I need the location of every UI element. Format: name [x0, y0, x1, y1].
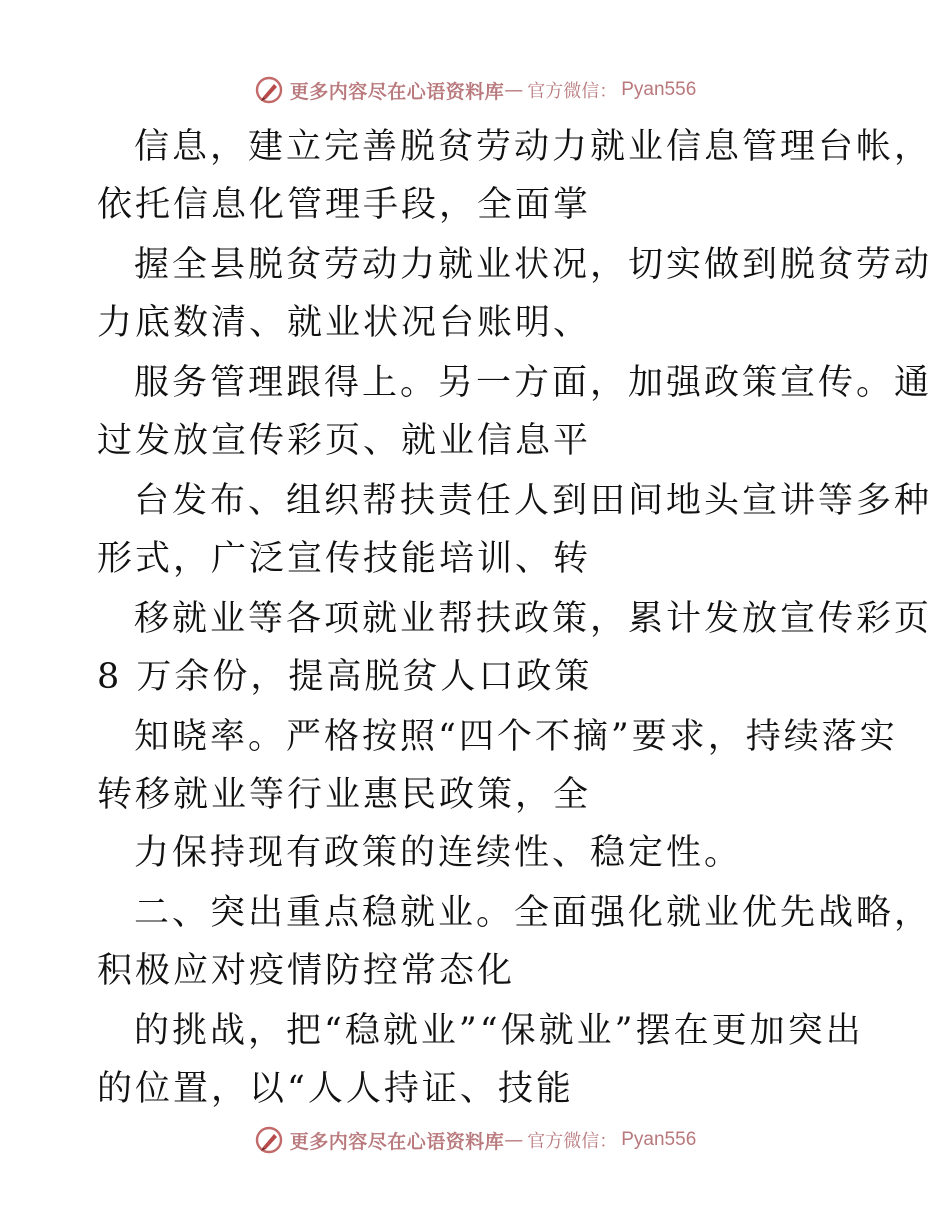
text-line: 力底数清、就业状况台账明、	[97, 303, 592, 343]
text-line: 知晓率。严格按照“四个不摘”要求，持续落实	[134, 717, 898, 757]
text-line: 力保持现有政策的连续性、稳定性。	[134, 833, 743, 873]
text-line: 二、突出重点稳就业。全面强化就业优先战略，	[134, 893, 933, 933]
text-line: 8 万余份，提高脱贫人口政策	[97, 657, 593, 697]
footer-contact-id: Pyan556	[621, 1129, 697, 1150]
text-line: 的位置，以“人人持证、技能	[97, 1069, 574, 1109]
text-line: 服务管理跟得上。另一方面，加强政策宣传。通	[134, 363, 933, 403]
text-line: 形式，广泛宣传技能培训、转	[97, 539, 592, 579]
pen-logo-icon	[254, 75, 284, 105]
header-contact-id: Pyan556	[621, 79, 697, 100]
text-line: 积极应对疫情防控常态化	[97, 951, 516, 991]
header-brand-text: 更多内容尽在心语资料库	[289, 80, 505, 103]
text-line: 移就业等各项就业帮扶政策，累计发放宣传彩页	[134, 599, 933, 639]
footer-contact-label: 官方微信：	[527, 1131, 618, 1152]
text-line: 转移就业等行业惠民政策，全	[97, 775, 592, 815]
text-line: 握全县脱贫劳动力就业状况，切实做到脱贫劳动	[134, 245, 933, 285]
text-line: 信息，建立完善脱贫劳动力就业信息管理台帐，	[134, 127, 933, 167]
pen-logo-icon	[254, 1125, 284, 1155]
header-separator: —	[504, 79, 524, 101]
text-line: 过发放宣传彩页、就业信息平	[97, 421, 592, 461]
footer-separator: —	[504, 1129, 524, 1151]
text-line: 依托信息化管理手段，全面掌	[97, 185, 592, 225]
footer-brand-text: 更多内容尽在心语资料库	[289, 1130, 505, 1153]
header-contact-label: 官方微信：	[527, 81, 618, 102]
text-line: 的挑战，把“稳就业”“保就业”摆在更加突出	[134, 1011, 864, 1051]
footer-banner	[0, 1120, 950, 1160]
text-line: 台发布、组织帮扶责任人到田间地头宣讲等多种	[134, 481, 933, 521]
header-banner	[0, 70, 950, 110]
